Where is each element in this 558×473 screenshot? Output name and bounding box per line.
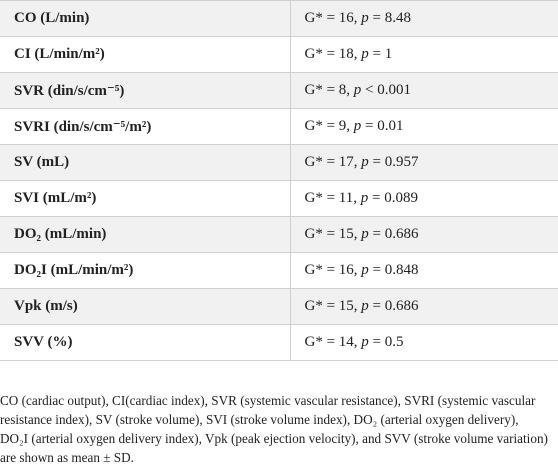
row-value — [290, 109, 558, 145]
p-value: = 1 — [368, 46, 393, 62]
row-value — [290, 325, 558, 361]
p-value: = 8.48 — [368, 10, 412, 26]
footnote-text: CO (cardiac output), CI(cardiac index), SVR (systemic vascular resistance), SVRI (systemic vascular resistance index), SV (stroke volume), SVI (stroke volume index), DO₂ (arterial oxygen delivery), DO₂I (arterial oxygen delivery index), Vpk (peak ejection velocity), and SVV (stroke volume variation) are shown as mean ± SD. — [0, 393, 548, 465]
p-symbol: p — [361, 334, 369, 350]
g-stat: G* = 15, — [304, 298, 362, 314]
g-stat: G* = 9, — [304, 118, 354, 134]
p-symbol: p — [361, 262, 369, 278]
table-row — [0, 181, 558, 217]
p-value: = 0.01 — [361, 118, 404, 134]
table-row — [0, 37, 558, 73]
p-symbol: p — [361, 226, 369, 242]
g-stat: G* = 15, — [304, 226, 362, 242]
row-label: SVR (din/s/cm⁻⁵) — [0, 73, 290, 109]
row-value — [290, 217, 558, 253]
g-stat: G* = 17, — [304, 154, 362, 170]
row-label: CO (L/min) — [0, 1, 290, 37]
p-symbol: p — [360, 190, 369, 206]
row-label: DO₂ (mL/min) — [0, 217, 290, 253]
table-row — [0, 325, 558, 361]
p-symbol: p — [353, 118, 362, 134]
row-value — [290, 253, 558, 289]
p-value: = 0.848 — [368, 262, 419, 278]
table-row — [0, 217, 558, 253]
p-value: = 0.5 — [368, 334, 404, 350]
row-value — [290, 1, 558, 37]
p-value: = 0.957 — [368, 154, 419, 170]
p-value: = 0.686 — [368, 226, 419, 242]
row-label: SVRI (din/s/cm⁻⁵/m²) — [0, 109, 290, 145]
row-label: DO₂I (mL/min/m²) — [0, 253, 290, 289]
table-row — [0, 1, 558, 37]
p-symbol: p — [361, 46, 369, 62]
row-value — [290, 181, 558, 217]
g-stat: G* = 11, — [304, 190, 361, 206]
row-label: SVV (%) — [0, 325, 290, 361]
table-row — [0, 73, 558, 109]
table-row — [0, 145, 558, 181]
p-value: = 0.089 — [368, 190, 418, 206]
row-label: SV (mL) — [0, 145, 290, 181]
table-row — [0, 109, 558, 145]
table-footnote — [0, 391, 552, 467]
row-label: SVI (mL/m²) — [0, 181, 290, 217]
row-value — [290, 73, 558, 109]
g-stat: G* = 8, — [304, 82, 354, 98]
g-stat: G* = 18, — [304, 46, 362, 62]
p-symbol: p — [361, 298, 369, 314]
table-row — [0, 289, 558, 325]
row-label: CI (L/min/m²) — [0, 37, 290, 73]
g-stat: G* = 16, — [304, 10, 362, 26]
table-row — [0, 253, 558, 289]
p-value: < 0.001 — [361, 82, 412, 98]
g-stat: G* = 14, — [304, 334, 362, 350]
row-value — [290, 145, 558, 181]
row-value — [290, 37, 558, 73]
row-value — [290, 289, 558, 325]
p-value: = 0.686 — [368, 298, 419, 314]
row-label: Vpk (m/s) — [0, 289, 290, 325]
p-symbol: p — [353, 82, 362, 98]
p-symbol: p — [361, 10, 369, 26]
p-symbol: p — [361, 154, 369, 170]
g-stat: G* = 16, — [304, 262, 362, 278]
